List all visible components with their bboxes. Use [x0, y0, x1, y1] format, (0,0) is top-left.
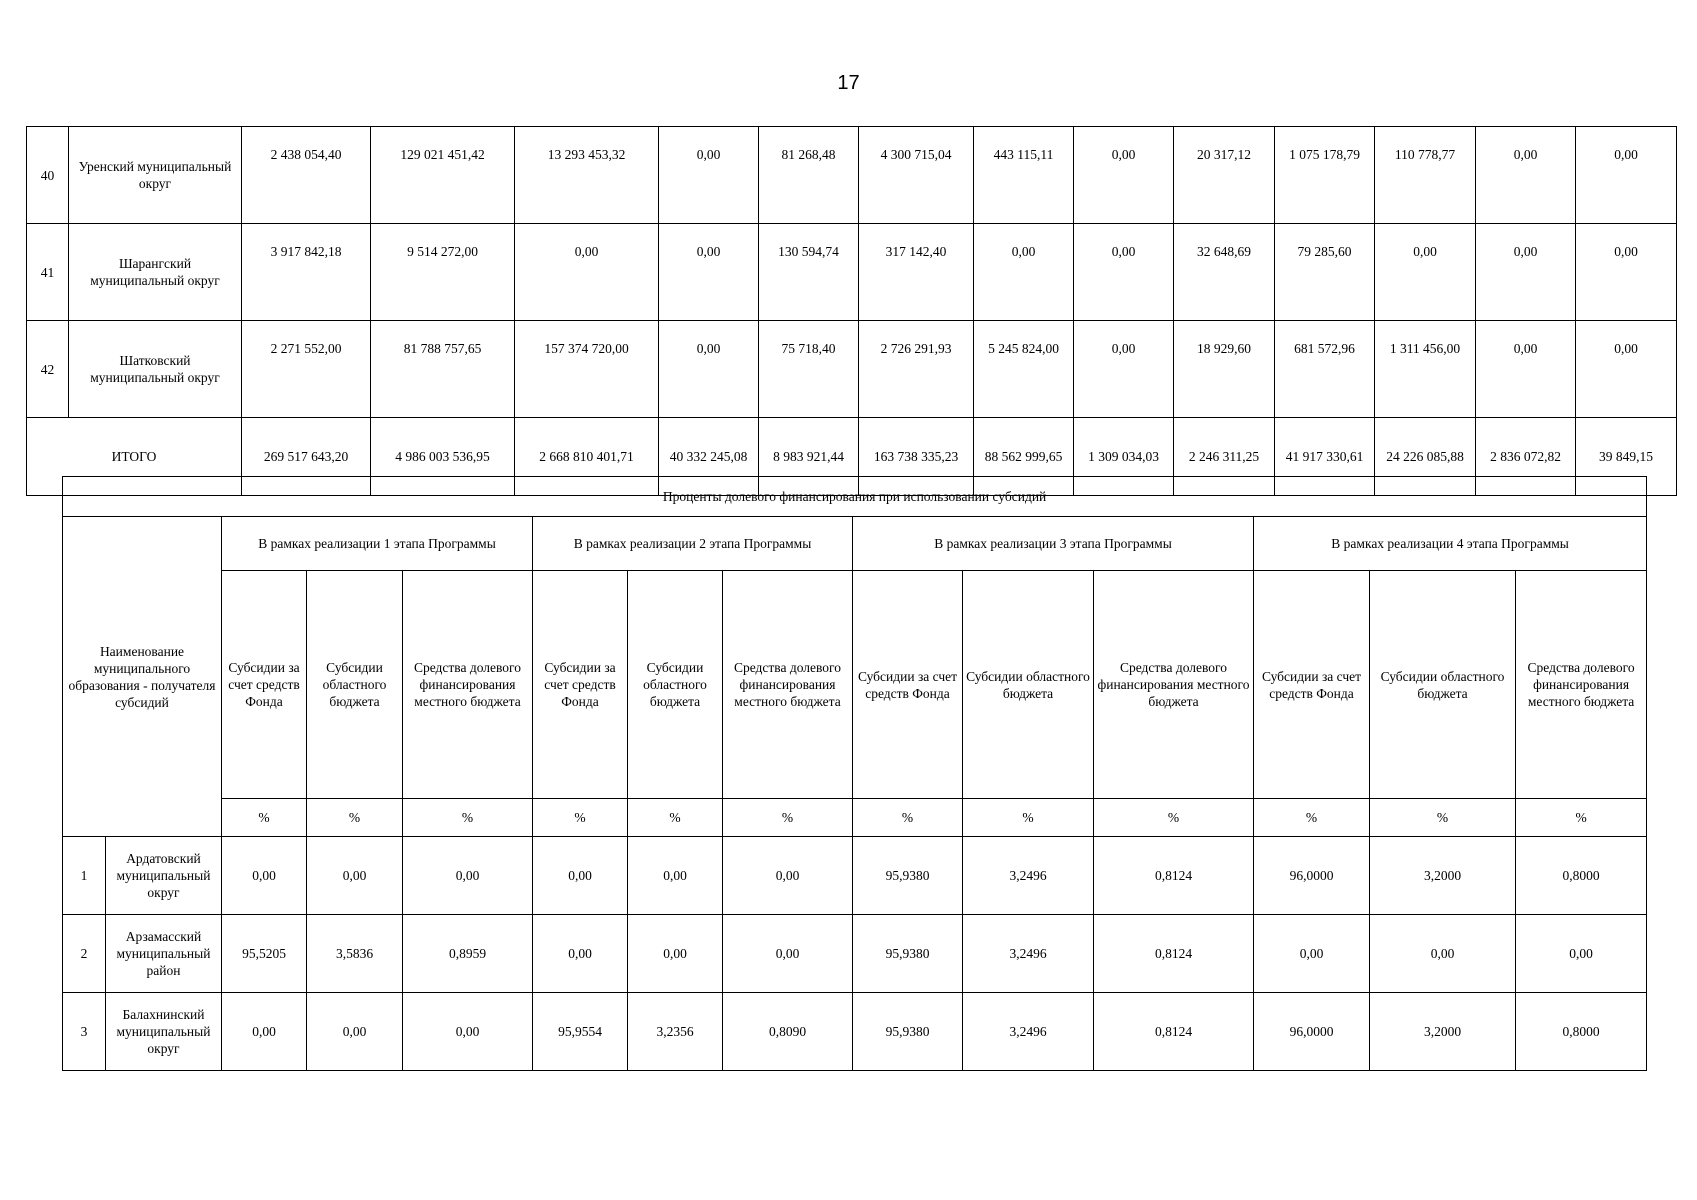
amount-cell: 0,00 [1476, 224, 1576, 321]
amount-cell: 0,00 [1074, 224, 1174, 321]
amount-cell: 3 917 842,18 [242, 224, 371, 321]
amount-cell: 2 271 552,00 [242, 321, 371, 418]
column-header: Субсидии областного бюджета [963, 571, 1094, 799]
percent-cell: 0,00 [222, 837, 307, 915]
percent-cell: 95,5205 [222, 915, 307, 993]
unit-percent: % [1254, 799, 1370, 837]
percent-cell: 3,2356 [628, 993, 723, 1071]
total-amount-cell: 24 226 085,88 [1375, 418, 1476, 496]
percent-cell: 0,00 [1254, 915, 1370, 993]
municipality-name: Шатковский муниципальный округ [69, 321, 242, 418]
table-row [63, 915, 1647, 993]
column-header: Средства долевого финансирования местного бюджета [723, 571, 853, 799]
percent-cell: 95,9380 [853, 837, 963, 915]
amount-cell: 110 778,77 [1375, 127, 1476, 224]
amount-cell: 79 285,60 [1275, 224, 1375, 321]
total-amount-cell: 41 917 330,61 [1275, 418, 1375, 496]
amount-cell: 20 317,12 [1174, 127, 1275, 224]
amount-cell: 18 929,60 [1174, 321, 1275, 418]
column-header: Субсидии за счет средств Фонда [222, 571, 307, 799]
municipality-name: Балахнинский муниципальный округ [106, 993, 222, 1071]
percent-cell: 3,2496 [963, 915, 1094, 993]
percent-cell: 3,2496 [963, 993, 1094, 1071]
cofinancing-percent-table [62, 476, 1647, 1071]
total-amount-cell: 39 849,15 [1576, 418, 1677, 496]
municipality-name: Арзамасский муниципальный район [106, 915, 222, 993]
page-number: 17 [837, 72, 860, 94]
municipality-name: Ардатовский муниципальный округ [106, 837, 222, 915]
funding-amounts-table [26, 126, 1677, 496]
percent-cell: 3,5836 [307, 915, 403, 993]
percent-cell: 0,8000 [1516, 837, 1647, 915]
unit-percent: % [628, 799, 723, 837]
amount-cell: 0,00 [974, 224, 1074, 321]
amount-cell: 0,00 [1476, 321, 1576, 418]
column-header: Средства долевого финансирования местного бюджета [1516, 571, 1647, 799]
table-row [27, 224, 1677, 321]
column-header: Субсидии за счет средств Фонда [533, 571, 628, 799]
amount-cell: 317 142,40 [859, 224, 974, 321]
amount-cell: 1 075 178,79 [1275, 127, 1375, 224]
total-amount-cell: 4 986 003 536,95 [371, 418, 515, 496]
stage-1-header: В рамках реализации 1 этапа Программы [222, 517, 533, 571]
amount-cell: 0,00 [659, 224, 759, 321]
column-header: Средства долевого финансирования местного бюджета [403, 571, 533, 799]
amount-cell: 32 648,69 [1174, 224, 1275, 321]
municipality-name: Шарангский муниципальный округ [69, 224, 242, 321]
percent-cell: 0,8124 [1094, 993, 1254, 1071]
stage-3-header: В рамках реализации 3 этапа Программы [853, 517, 1254, 571]
column-header: Субсидии за счет средств Фонда [1254, 571, 1370, 799]
amount-cell: 2 438 054,40 [242, 127, 371, 224]
total-amount-cell: 163 738 335,23 [859, 418, 974, 496]
percent-cell: 0,00 [1516, 915, 1647, 993]
percent-cell: 95,9380 [853, 993, 963, 1071]
amount-cell: 0,00 [1074, 127, 1174, 224]
amount-cell: 5 245 824,00 [974, 321, 1074, 418]
amount-cell: 2 726 291,93 [859, 321, 974, 418]
row-number: 3 [63, 993, 106, 1071]
percent-cell: 3,2000 [1370, 837, 1516, 915]
amount-cell: 443 115,11 [974, 127, 1074, 224]
column-header: Субсидии за счет средств Фонда [853, 571, 963, 799]
unit-percent: % [723, 799, 853, 837]
amount-cell: 0,00 [659, 321, 759, 418]
amount-cell: 129 021 451,42 [371, 127, 515, 224]
percent-cell: 0,8959 [403, 915, 533, 993]
amount-cell: 0,00 [1476, 127, 1576, 224]
amount-cell: 0,00 [515, 224, 659, 321]
percent-cell: 0,8090 [723, 993, 853, 1071]
total-amount-cell: 2 246 311,25 [1174, 418, 1275, 496]
total-amount-cell: 1 309 034,03 [1074, 418, 1174, 496]
column-header: Средства долевого финансирования местного бюджета [1094, 571, 1254, 799]
stage-4-header: В рамках реализации 4 этапа Программы [1254, 517, 1647, 571]
percent-cell: 0,00 [628, 915, 723, 993]
amount-cell: 0,00 [1576, 321, 1677, 418]
row-number: 40 [27, 127, 69, 224]
percent-cell: 96,0000 [1254, 837, 1370, 915]
table-row [63, 837, 1647, 915]
percent-cell: 95,9380 [853, 915, 963, 993]
stage-2-header: В рамках реализации 2 этапа Программы [533, 517, 853, 571]
amount-cell: 81 788 757,65 [371, 321, 515, 418]
amount-cell: 81 268,48 [759, 127, 859, 224]
amount-cell: 157 374 720,00 [515, 321, 659, 418]
percent-cell: 0,00 [403, 993, 533, 1071]
percent-cell: 3,2496 [963, 837, 1094, 915]
municipality-name-header: Наименование муниципального образования - получателя субсидий [63, 517, 222, 837]
total-amount-cell: 8 983 921,44 [759, 418, 859, 496]
percent-cell: 95,9554 [533, 993, 628, 1071]
row-number: 1 [63, 837, 106, 915]
unit-percent: % [307, 799, 403, 837]
percent-cell: 0,00 [723, 837, 853, 915]
unit-percent: % [222, 799, 307, 837]
total-amount-cell: 2 836 072,82 [1476, 418, 1576, 496]
table-row [27, 127, 1677, 224]
amount-cell: 0,00 [1576, 224, 1677, 321]
amount-cell: 0,00 [1074, 321, 1174, 418]
municipality-name: Уренский муниципальный округ [69, 127, 242, 224]
column-header: Субсидии областного бюджета [307, 571, 403, 799]
amount-cell: 4 300 715,04 [859, 127, 974, 224]
percent-cell: 0,00 [307, 993, 403, 1071]
unit-percent: % [1094, 799, 1254, 837]
table-title: Проценты долевого финансирования при использовании субсидий [63, 477, 1647, 517]
amount-cell: 9 514 272,00 [371, 224, 515, 321]
unit-percent: % [403, 799, 533, 837]
percent-cell: 0,8000 [1516, 993, 1647, 1071]
percent-cell: 0,00 [533, 837, 628, 915]
total-amount-cell: 269 517 643,20 [242, 418, 371, 496]
table-row [63, 993, 1647, 1071]
amount-cell: 0,00 [1576, 127, 1677, 224]
total-amount-cell: 2 668 810 401,71 [515, 418, 659, 496]
percent-cell: 0,8124 [1094, 915, 1254, 993]
percent-cell: 0,8124 [1094, 837, 1254, 915]
amount-cell: 75 718,40 [759, 321, 859, 418]
amount-cell: 1 311 456,00 [1375, 321, 1476, 418]
unit-percent: % [853, 799, 963, 837]
column-header: Субсидии областного бюджета [1370, 571, 1516, 799]
percent-cell: 0,00 [403, 837, 533, 915]
column-header: Субсидии областного бюджета [628, 571, 723, 799]
row-number: 2 [63, 915, 106, 993]
percent-cell: 96,0000 [1254, 993, 1370, 1071]
percent-cell: 3,2000 [1370, 993, 1516, 1071]
total-amount-cell: 40 332 245,08 [659, 418, 759, 496]
unit-percent: % [963, 799, 1094, 837]
amount-cell: 13 293 453,32 [515, 127, 659, 224]
percent-cell: 0,00 [1370, 915, 1516, 993]
amount-cell: 130 594,74 [759, 224, 859, 321]
unit-percent: % [533, 799, 628, 837]
unit-percent: % [1370, 799, 1516, 837]
table-row [27, 321, 1677, 418]
total-amount-cell: 88 562 999,65 [974, 418, 1074, 496]
amount-cell: 681 572,96 [1275, 321, 1375, 418]
percent-cell: 0,00 [723, 915, 853, 993]
unit-percent: % [1516, 799, 1647, 837]
percent-cell: 0,00 [222, 993, 307, 1071]
percent-cell: 0,00 [307, 837, 403, 915]
row-number: 42 [27, 321, 69, 418]
amount-cell: 0,00 [659, 127, 759, 224]
row-number: 41 [27, 224, 69, 321]
total-label: ИТОГО [27, 418, 242, 496]
percent-cell: 0,00 [533, 915, 628, 993]
amount-cell: 0,00 [1375, 224, 1476, 321]
percent-cell: 0,00 [628, 837, 723, 915]
